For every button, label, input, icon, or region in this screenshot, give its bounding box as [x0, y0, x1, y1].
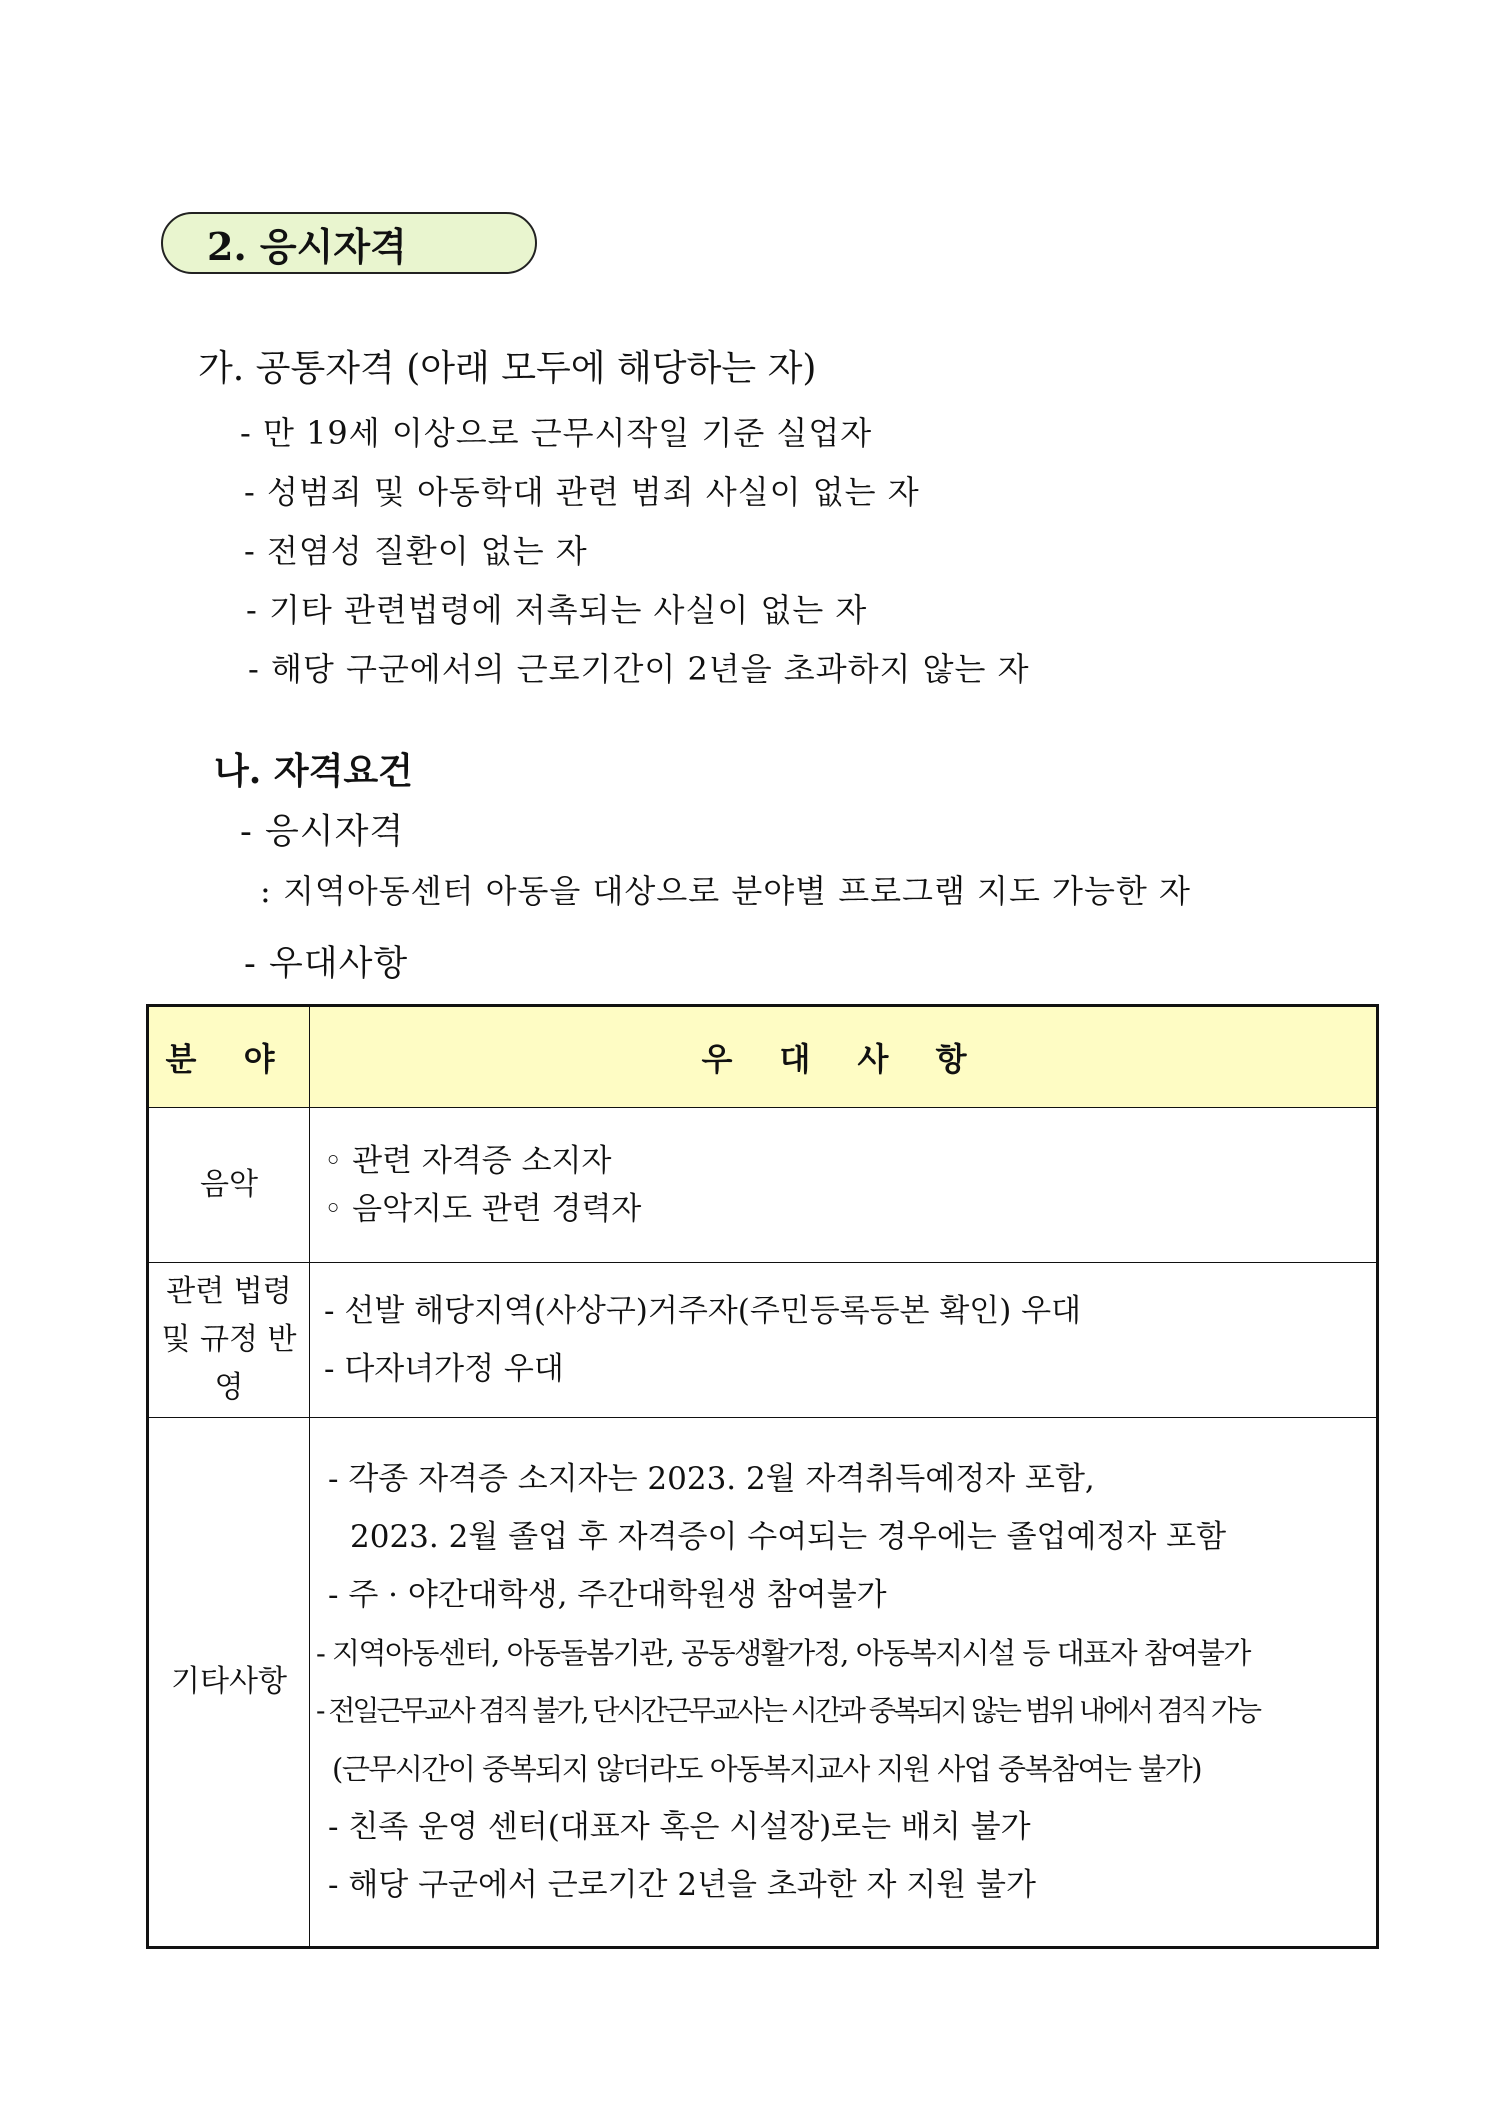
preference-item: - 친족 운영 센터(대표자 혹은 시설장)로는 배치 불가 — [328, 1809, 1031, 1845]
table-row — [148, 1418, 1378, 1948]
preference-items — [310, 1418, 1378, 1948]
header-preference: 우 대 사 항 — [310, 1006, 1378, 1108]
preference-item: - 주 · 야간대학생, 주간대학원생 참여불가 — [328, 1577, 887, 1613]
preference-items — [310, 1108, 1378, 1263]
preference-items — [310, 1263, 1378, 1418]
preference-item: - 각종 자격증 소지자는 2023. 2월 자격취득예정자 포함, — [328, 1461, 1095, 1497]
requirements-heading: 나. 자격요건 — [214, 750, 413, 792]
preference-label: - 우대사항 — [244, 944, 409, 984]
preference-table — [146, 1004, 1379, 1949]
preference-item: 2023. 2월 졸업 후 자격증이 수여되는 경우에는 졸업예정자 포함 — [350, 1519, 1227, 1555]
preference-item: - 선발 해당지역(사상구)거주자(주민등록등본 확인) 우대 — [324, 1293, 1082, 1329]
common-item: - 해당 구군에서의 근로기간이 2년을 초과하지 않는 자 — [248, 650, 1030, 688]
preference-item: (근무시간이 중복되지 않더라도 아동복지교사 지원 사업 중복참여는 불가) — [332, 1752, 1202, 1786]
qualification-label: - 응시자격 — [240, 812, 405, 852]
header-field: 분 야 — [148, 1006, 310, 1108]
field-law: 관련 법령 및 규정 반영 — [148, 1263, 310, 1418]
common-item: - 만 19세 이상으로 근무시작일 기준 실업자 — [240, 414, 873, 452]
table-row — [148, 1108, 1378, 1263]
table-header-row — [148, 1006, 1378, 1108]
table-row — [148, 1263, 1378, 1418]
section-title: 2. 응시자격 — [161, 212, 537, 274]
preference-item: - 지역아동센터, 아동돌봄기관, 공동생활가정, 아동복지시설 등 대표자 참여불가 — [316, 1636, 1250, 1670]
field-music: 음악 — [148, 1108, 310, 1263]
common-item: - 성범죄 및 아동학대 관련 범죄 사실이 없는 자 — [244, 473, 920, 511]
common-item: - 전염성 질환이 없는 자 — [244, 532, 588, 570]
preference-item: ◦ 음악지도 관련 경력자 — [324, 1191, 642, 1227]
preference-item: - 전일근무교사 겸직 불가, 단시간근무교사는 시간과 중복되지 않는 범위 내에서 겸직 가능 — [316, 1694, 1259, 1727]
field-other: 기타사항 — [148, 1418, 310, 1948]
preference-item: ◦ 관련 자격증 소지자 — [324, 1143, 612, 1179]
common-item: - 기타 관련법령에 저촉되는 사실이 없는 자 — [246, 591, 868, 629]
common-heading: 가. 공통자격 (아래 모두에 해당하는 자) — [198, 348, 817, 389]
preference-item: - 다자녀가정 우대 — [324, 1351, 564, 1387]
preference-item: - 해당 구군에서 근로기간 2년을 초과한 자 지원 불가 — [328, 1867, 1036, 1903]
qualification-text: : 지역아동센터 아동을 대상으로 분야별 프로그램 지도 가능한 자 — [260, 872, 1191, 910]
